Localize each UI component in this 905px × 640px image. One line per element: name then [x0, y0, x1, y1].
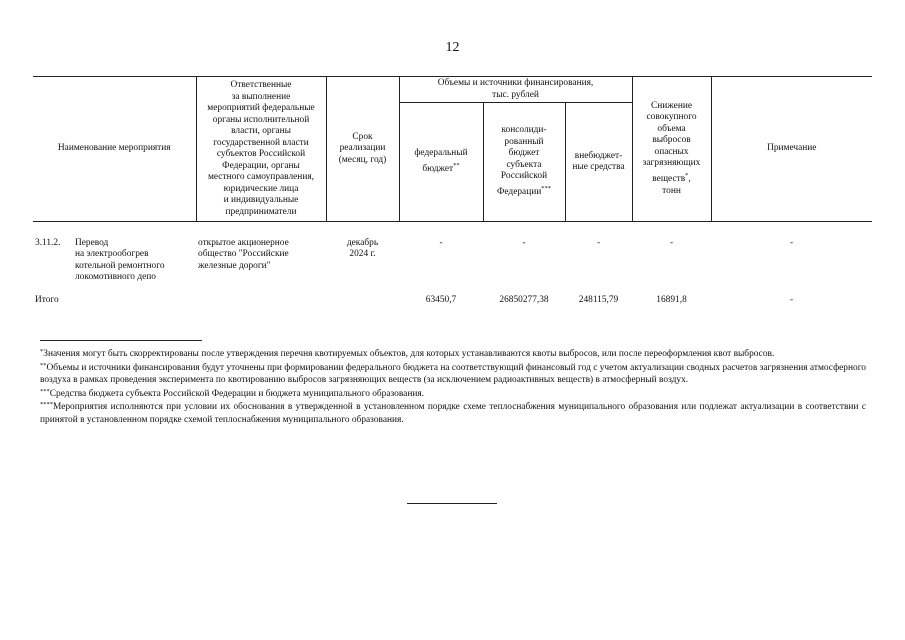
row-name: Перевод на электрообогрев котельной ремонтного локомотивного депо [75, 237, 165, 282]
footnote-2-mark: ** [40, 361, 47, 369]
header-extrabudget: внебюджет- ные средства [565, 103, 632, 222]
header-federal-text: федеральный бюджет [414, 148, 468, 175]
footnote-4 [40, 401, 866, 426]
footnote-1 [40, 348, 866, 361]
header-federal-mark: ** [453, 161, 460, 169]
total-extrabudget: 248115,79 [578, 294, 619, 305]
header-consolidated [483, 103, 565, 222]
header-consolidated-mark: *** [541, 184, 552, 192]
table-row [33, 238, 872, 284]
row-term: декабрь 2024 г. [346, 237, 379, 259]
total-consolidated: 26850277,38 [499, 294, 549, 305]
header-reduction-text: Снижение совокупного объема выбросов опасных загрязняющих веществ [642, 100, 701, 185]
footnote-2-text: Объемы и источники финансирования будут уточнены при формировании федерального бюджета на соответствующий финансовый год с учетом актуализации сводных расчетов загрязнения атмосферного воздуха в рамках проведения эксперимента по квотированию выбросов загрязняющих веществ (за исключением радиоактивных веществ) в атмосферный воздух. [40, 362, 866, 385]
header-reduction-unit: , тонн [662, 174, 691, 196]
footnote-4-mark: **** [40, 401, 53, 408]
header-reduction-mark: * [685, 171, 689, 179]
page-number: 12 [445, 40, 460, 55]
row-extrabudget: - [596, 237, 601, 248]
footnote-3 [40, 388, 866, 401]
header-name: Наименование мероприятия [33, 77, 196, 222]
total-reduction: 16891,8 [656, 294, 687, 305]
row-note: - [789, 237, 794, 248]
measures-table [33, 76, 872, 306]
footnote-divider [40, 340, 202, 341]
footnotes [40, 340, 866, 427]
header-financing-group: Объемы и источники финансирования, тыс. рублей [399, 77, 632, 103]
footnote-3-text: Средства бюджета субъекта Российской Федерации и бюджета муниципального образования. [49, 388, 425, 399]
header-reduction [632, 77, 711, 222]
row-consolidated: - [522, 237, 526, 248]
end-divider [407, 503, 497, 504]
header-consolidated-text: консолиди- рованный бюджет субъекта Российской Федерации [496, 125, 548, 198]
header-note: Примечание [711, 77, 872, 222]
footnote-3-mark: *** [40, 387, 50, 395]
header-federal [399, 103, 483, 222]
row-responsible: открытое акционерное общество "Российские железные дороги" [198, 237, 289, 271]
row-code: 3.11.2. [35, 237, 61, 248]
total-label: Итого [35, 294, 59, 305]
footnote-1-mark: * [40, 348, 44, 355]
header-term: Срок реализации (месяц, год) [326, 77, 399, 222]
footnote-2 [40, 362, 866, 387]
footnote-1-text: Значения могут быть скорректированы после утверждения перечня квотируемых объектов, для которых устанавливаются квоты выбросов, или после переоформления квот выбросов. [43, 349, 775, 359]
header-responsible: Ответственные за выполнение мероприятий федеральные органы исполнительной власти, органы государственной власти субъектов Российской Федерации, органы местного самоуправления, юридические лица и индивидуальные предприниматели [196, 77, 326, 222]
row-federal: - [439, 237, 443, 248]
row-name-cell [33, 238, 196, 284]
total-federal: 63450,7 [425, 294, 457, 305]
total-row [33, 295, 872, 307]
row-reduction: - [669, 237, 674, 248]
total-note: - [789, 294, 794, 305]
footnote-4-text: Мероприятия исполняются при условии их обоснования в утвержденной в установленном порядке схеме теплоснабжения муниципального образования или подлежат актуализации в соответствии с принятой в установленном порядке схемой теплоснабжения муниципального образования. [40, 402, 866, 425]
